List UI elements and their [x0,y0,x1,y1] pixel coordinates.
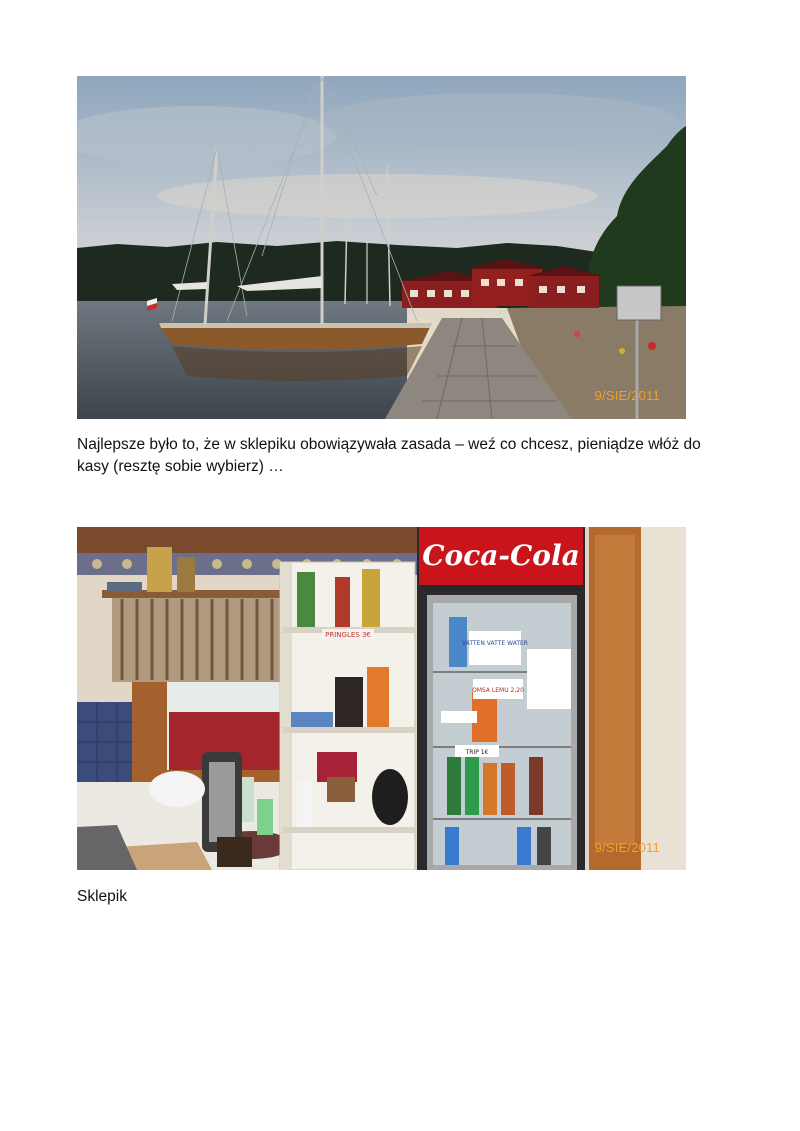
date-stamp: 9/SIE/2011 [594,840,660,855]
date-stamp: 9/SIE/2011 [594,388,660,403]
fridge-note-lemon: OMSA LEMU 2,20 [472,687,524,694]
fridge-note-water: VATTEN VATTE WATER [462,640,528,647]
coca-cola-sign: Coca-Cola [422,539,580,572]
harbour-photo-graphic [77,76,686,419]
photo-caption: Sklepik [77,888,127,905]
fridge-note-trip: TRIP 1€ [465,749,489,756]
photo-caption: Najlepsze było to, że w sklepiku obowiązywała zasada – weź co chcesz, pieniądze włóż do kasy (resztę sobie wybierz) … [77,436,701,475]
pringles-label: PRINGLES 3€ [325,631,371,639]
shop-photo [77,527,686,870]
shop-photo-graphic [77,527,686,870]
harbour-photo [77,76,686,419]
